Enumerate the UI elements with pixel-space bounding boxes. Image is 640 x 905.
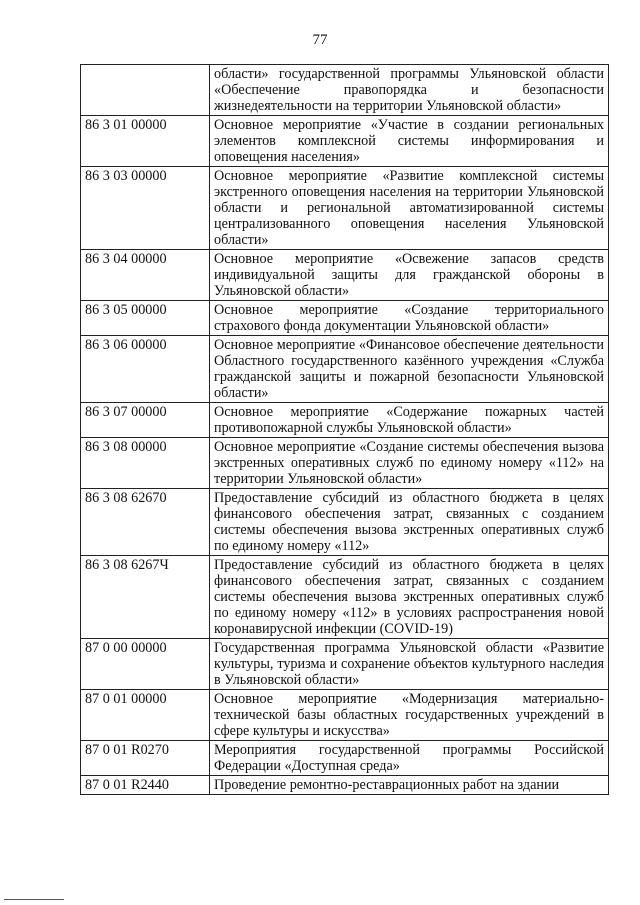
row-code: 87 0 01 R0270 bbox=[81, 741, 210, 776]
row-description: Государственная программа Ульяновской области «Развитие культуры, туризма и сохранение объектов культурного наследия в Ульяновской области» bbox=[210, 639, 609, 690]
row-description: области» государственной программы Ульяновской области «Обеспечение правопорядка и безопасности жизнедеятельности на территории Ульяновской области» bbox=[210, 65, 609, 116]
row-code: 87 0 00 00000 bbox=[81, 639, 210, 690]
table-row bbox=[81, 690, 609, 741]
budget-classification-table bbox=[80, 64, 609, 795]
row-code: 86 3 01 00000 bbox=[81, 116, 210, 167]
row-code: 86 3 08 6267Ч bbox=[81, 556, 210, 639]
table-row bbox=[81, 639, 609, 690]
table-row bbox=[81, 403, 609, 438]
row-code bbox=[81, 65, 210, 116]
table-row bbox=[81, 336, 609, 403]
row-description: Предоставление субсидий из областного бюджета в целях финансового обеспечения затрат, связанных с созданием системы обеспечения вызова экстренных оперативных служб по единому номеру «112» в условиях распространения новой коронавирусной инфекции (COVID-19) bbox=[210, 556, 609, 639]
row-description: Основное мероприятие «Освежение запасов средств индивидуальной защиты для гражданской обороны в Ульяновской области» bbox=[210, 250, 609, 301]
row-description: Основное мероприятие «Участие в создании региональных элементов комплексной системы информирования и оповещения населения» bbox=[210, 116, 609, 167]
table-row bbox=[81, 250, 609, 301]
row-code: 86 3 03 00000 bbox=[81, 167, 210, 250]
table-row bbox=[81, 556, 609, 639]
row-description: Предоставление субсидий из областного бюджета в целях финансового обеспечения затрат, связанных с созданием системы обеспечения вызова экстренных оперативных служб по единому номеру «112» bbox=[210, 489, 609, 556]
row-code: 86 3 08 62670 bbox=[81, 489, 210, 556]
row-code: 86 3 06 00000 bbox=[81, 336, 210, 403]
table-row bbox=[81, 776, 609, 795]
row-code: 86 3 07 00000 bbox=[81, 403, 210, 438]
row-description: Основное мероприятие «Развитие комплексной системы экстренного оповещения населения на территории Ульяновской области и региональной автоматизированной системы централизованного оповещения населения Ульяновской области» bbox=[210, 167, 609, 250]
row-description: Мероприятия государственной программы Российской Федерации «Доступная среда» bbox=[210, 741, 609, 776]
row-description: Основное мероприятие «Модернизация материально-технической базы областных государственных учреждений в сфере культуры и искусства» bbox=[210, 690, 609, 741]
page-number: 77 bbox=[312, 32, 328, 48]
table-row bbox=[81, 167, 609, 250]
table-row bbox=[81, 65, 609, 116]
table-row bbox=[81, 301, 609, 336]
footer-rule bbox=[4, 899, 64, 900]
table-row bbox=[81, 438, 609, 489]
row-code: 87 0 01 00000 bbox=[81, 690, 210, 741]
row-code: 87 0 01 R2440 bbox=[81, 776, 210, 795]
row-description: Основное мероприятие «Содержание пожарных частей противопожарной службы Ульяновской области» bbox=[210, 403, 609, 438]
row-description: Основное мероприятие «Создание системы обеспечения вызова экстренных оперативных служб по единому номеру «112» на территории Ульяновской области» bbox=[210, 438, 609, 489]
row-code: 86 3 04 00000 bbox=[81, 250, 210, 301]
row-description: Проведение ремонтно-реставрационных работ на здании bbox=[210, 776, 609, 795]
table-row bbox=[81, 489, 609, 556]
table-row bbox=[81, 116, 609, 167]
row-code: 86 3 05 00000 bbox=[81, 301, 210, 336]
row-description: Основное мероприятие «Создание территориального страхового фонда документации Ульяновской области» bbox=[210, 301, 609, 336]
row-code: 86 3 08 00000 bbox=[81, 438, 210, 489]
table-row bbox=[81, 741, 609, 776]
row-description: Основное мероприятие «Финансовое обеспечение деятельности Областного государственного казённого учреждения «Служба гражданской защиты и пожарной безопасности Ульяновской области» bbox=[210, 336, 609, 403]
